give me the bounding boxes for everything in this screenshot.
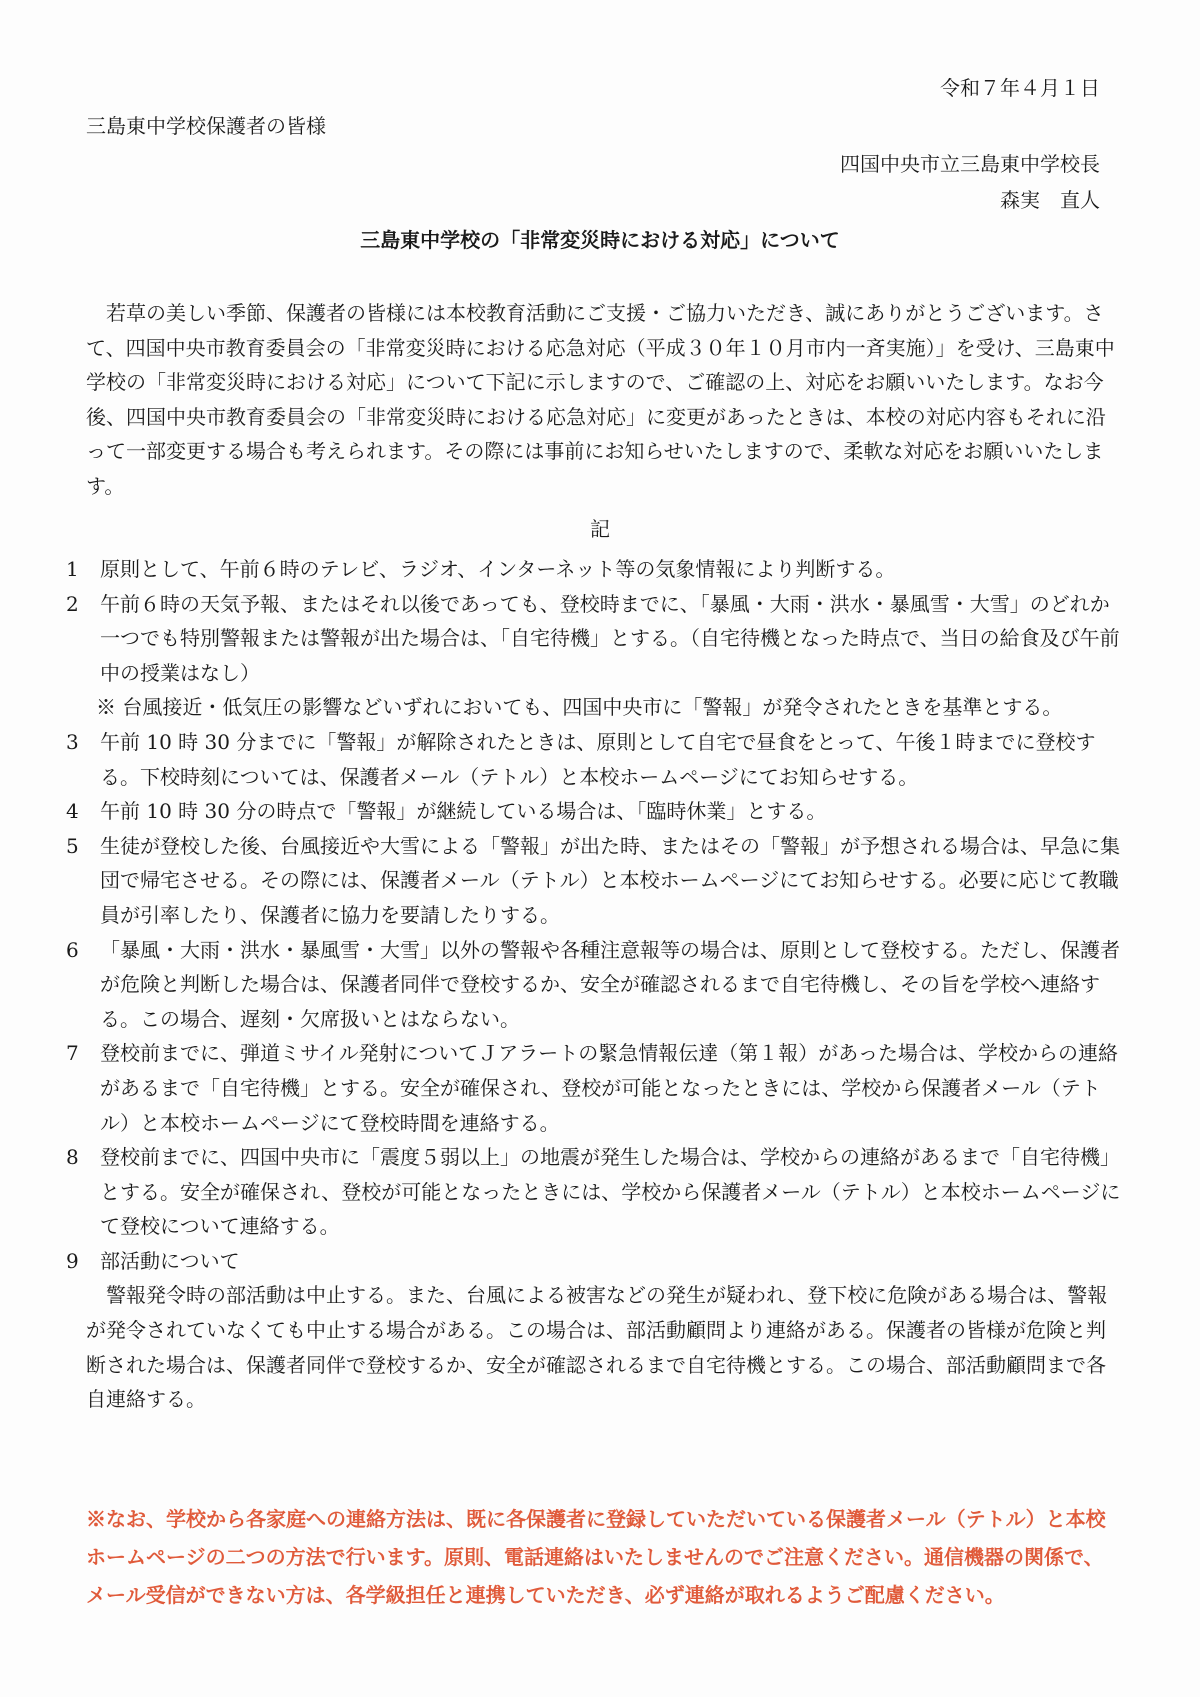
item-text: 午前 10 時 30 分の時点で「警報」が継続している場合は、「臨時休業」とする。 [100,799,827,824]
intro-section [86,296,1122,504]
item-text: 登校前までに、四国中央市に「震度５弱以上」の地震が発生した場合は、学校からの連絡があるまで「自宅待機」とする。安全が確保され、登校が可能となったときには、学校から保護者メール（テトル）と本校ホームページにて登校について連絡する。 [100,1145,1121,1239]
item-text: 登校前までに、弾道ミサイル発射についてＪアラートの緊急情報伝達（第１報）があった場合は、学校からの連絡があるまで「自宅待機」とする。安全が確保され、登校が可能となったときには、学校から保護者メール（テトル）と本校ホームページにて登校時間を連絡する。 [100,1041,1118,1135]
item-text: 午前６時の天気予報、またはそれ以後であっても、登校時までに、「暴風・大雨・洪水・暴風雪・大雪」のどれか一つでも特別警報または警報が出た場合は、「自宅待機」とする。（自宅待機となった時点で、当日の給食及び午前中の授業はなし） [100,591,1120,685]
item-text: 部活動について [100,1248,240,1273]
item-number: 6 [66,937,79,962]
item-number: 3 [66,729,79,754]
item-text: 生徒が登校した後、台風接近や大雪による「警報」が出た時、またはその「警報」が予想される場合は、早急に集団で帰宅させる。その際には、保護者メール（テトル）と本校ホームページにてお知らせする。必要に応じて教職員が引率したり、保護者に協力を要請したりする。 [100,833,1120,927]
item-text: 原則として、午前６時のテレビ、ラジオ、インターネット等の気象情報により判断する。 [100,557,896,581]
ki-heading: 記 [590,517,610,541]
item-text: 「暴風・大雨・洪水・暴風雪・大雪」以外の警報や各種注意報等の場合は、原則として登校する。ただし、保護者が危険と判断した場合は、保護者同伴で登校するか、安全が確認されるまで自宅待機し、その旨を学校へ連絡する。この場合、遅刻・欠席扱いとはならない。 [100,937,1120,1031]
list-item [66,587,1122,691]
list-item [66,725,1122,794]
intro-paragraph: 若草の美しい季節、保護者の皆様には本校教育活動にご支援・ご協力いただき、誠にありがとうございます。さて、四国中央市教育委員会の「非常変災時における応急対応（平成３０年１０月市内一斉実施）」を受け、三島東中学校の「非常変災時における対応」について下記に示しますので、ご確認の上、対応をお願いいたします。なお今後、四国中央市教育委員会の「非常変災時における応急対応」に変更があったときは、本校の対応内容もそれに沿って一部変更する場合も考えられます。その際には事前にお知らせいたしますので、柔軟な対応をお願いいたします。 [86,301,1115,498]
list-item [66,1244,1122,1279]
rules-list [66,552,1122,1417]
document-title: 三島東中学校の「非常変災時における対応」について [360,228,840,252]
club-activity-text: 警報発令時の部活動は中止する。また、台風による被害などの発生が疑われ、登下校に危険がある場合は、警報が発令されていなくても中止する場合がある。この場合は、部活動顧問より連絡がある。保護者の皆様が危険と判断された場合は、保護者同伴で登校するか、安全が確認されるまで自宅待機とする。この場合、部活動顧問まで各自連絡する。 [86,1283,1108,1412]
issue-date: 令和７年４月１日 [940,76,1100,100]
item-number: 9 [66,1248,79,1273]
item-number: 2 [66,591,79,616]
list-item [66,794,1122,829]
list-item [66,1140,1122,1244]
list-item [66,829,1122,933]
item-number: 7 [66,1041,79,1066]
addressee: 三島東中学校保護者の皆様 [86,114,326,138]
sender-name: 森実 直人 [1000,188,1100,212]
item-number: 1 [66,557,79,581]
contact-notice: ※なお、学校から各家庭への連絡方法は、既に各保護者に登録していただいている保護者メール（テトル）と本校ホームページの二つの方法で行います。原則、電話連絡はいたしませんのでご注意ください。通信機器の関係で、メール受信ができない方は、各学級担任と連携していただき、必ず連絡が取れるようご配慮ください。 [86,1507,1106,1607]
item-number: 5 [66,833,79,858]
item-2-note: ※ 台風接近・低気圧の影響などいずれにおいても、四国中央市に「警報」が発令されたときを基準とする。 [96,695,1063,720]
list-item [66,933,1122,1037]
sender-organization: 四国中央市立三島東中学校長 [840,152,1100,176]
list-item [66,1036,1122,1140]
item-number: 8 [66,1145,79,1170]
item-number: 4 [66,799,79,824]
item-text: 午前 10 時 30 分までに「警報」が解除されたときは、原則として自宅で昼食をとって、午後１時までに登校する。下校時刻については、保護者メール（テトル）と本校ホームページにてお知らせする。 [100,729,1096,789]
list-item [66,552,1122,587]
